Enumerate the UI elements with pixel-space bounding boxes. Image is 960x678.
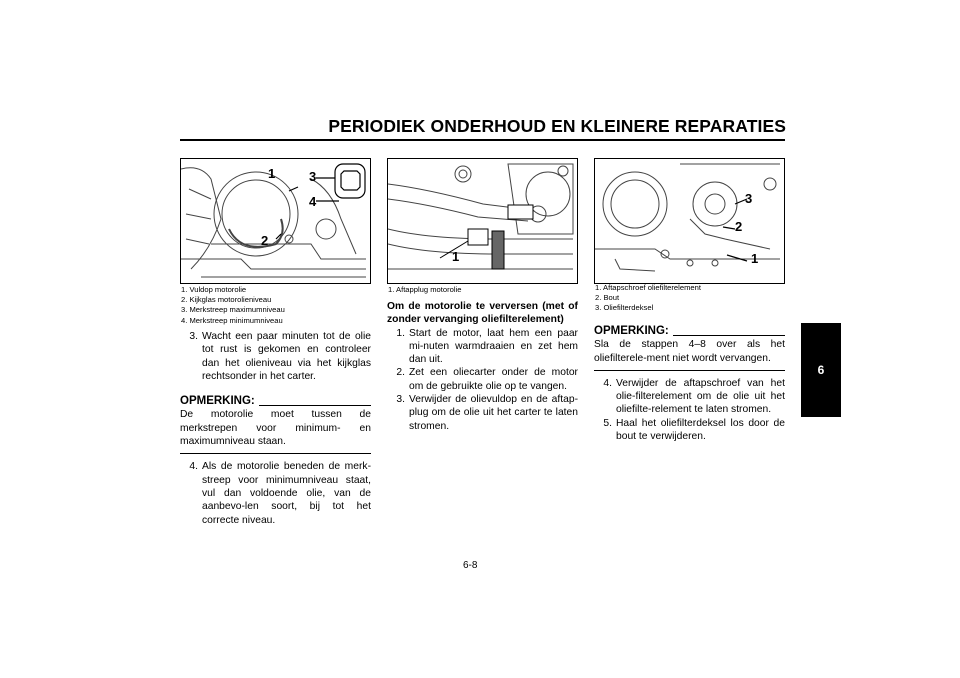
figure-oil-level <box>180 158 371 284</box>
step-number: 1. <box>396 327 405 339</box>
step-number: 3. <box>189 331 198 342</box>
figure2-legend <box>388 285 461 295</box>
step-text: Verwijder de aftapschroef van het olie-filterelement om de olie uit het oliefilte-relement te laten stromen. <box>616 377 785 416</box>
note-heading <box>594 325 785 338</box>
chapter-tab: 6 <box>801 323 841 417</box>
step-number: 4. <box>603 377 612 389</box>
figure1-legend <box>181 285 285 326</box>
engine-illustration-1 <box>181 159 370 283</box>
note-rule <box>673 335 785 336</box>
step-text: Haal het oliefilterdeksel los door de bout te verwijderen. <box>616 417 785 443</box>
step-5 <box>594 417 785 444</box>
title-rule <box>180 139 785 141</box>
step-number: 4. <box>189 461 198 473</box>
figure1-callout-1: 1 <box>268 166 276 181</box>
note-end-rule <box>180 453 371 454</box>
note-label: OPMERKING: <box>180 395 255 408</box>
figure3-callout-3: 3 <box>745 191 753 206</box>
step-text: Verwijder de olievuldop en de aftap-plug om de olie uit het carter te laten stromen. <box>409 394 578 432</box>
legend-item: 1. Aftapschroef oliefilterelement <box>595 283 701 292</box>
figure1-callout-2: 2 <box>261 233 269 248</box>
step-text: Als de motorolie beneden de merk-streep voor minimumniveau staat, vul dan voldoende olie, van de aanbevo-len soort, bij tot het correcte niveau. <box>202 461 371 526</box>
column-3 <box>594 325 785 443</box>
column-2 <box>387 300 578 433</box>
page-number: 6-8 <box>463 560 478 571</box>
note-label: OPMERKING: <box>594 325 669 337</box>
legend-item: 3. Oliefilterdeksel <box>595 303 654 313</box>
engine-illustration-3 <box>595 159 784 283</box>
legend-item: 1. Vuldop motorolie <box>181 285 247 294</box>
figure-drain-plug <box>387 158 578 284</box>
step-text: Wacht een paar minuten tot de olie tot rust is gekomen en controleer dan het olieniveau via het kijkglas rechtsonder in het carter. <box>202 331 371 382</box>
engine-illustration-2 <box>388 159 577 283</box>
step-number: 3. <box>396 394 405 406</box>
step-number: 5. <box>603 417 612 429</box>
note-rule <box>259 405 371 406</box>
page-title: PERIODIEK ONDERHOUD EN KLEINERE REPARATIES <box>328 116 786 136</box>
step-4 <box>594 377 785 417</box>
figure3-callout-1: 1 <box>751 251 759 266</box>
legend-item: 1. Aftapplug motorolie <box>388 285 462 294</box>
figure-oil-filter <box>594 158 785 284</box>
legend-item: 2. Kijkglas motorolieniveau <box>181 295 272 305</box>
note-text: Sla de stappen 4–8 over als het oliefilterele-ment niet wordt vervangen. <box>594 339 785 364</box>
legend-item: 2. Bout <box>595 293 620 303</box>
subheading: Om de motorolie te verversen (met of zonder vervanging oliefilterelement) <box>387 301 578 326</box>
step-text: Zet een oliecarter onder de motor om de gebruikte olie op te vangen. <box>409 367 578 392</box>
legend-item: 3. Merkstreep maximumniveau <box>181 305 285 315</box>
step-1 <box>387 327 578 367</box>
step-2 <box>387 366 578 393</box>
note-text: De motorolie moet tussen de merkstrepen voor minimum- en maximumniveau staan. <box>180 409 371 448</box>
figure3-callout-2: 2 <box>735 219 743 234</box>
step-text: Start de motor, laat hem een paar mi-nuten warmdraaien en zet hem dan uit. <box>409 327 578 366</box>
figure1-callout-4: 4 <box>309 194 317 209</box>
column-1 <box>180 330 371 527</box>
note-heading <box>180 395 371 408</box>
legend-item: 4. Merkstreep minimumniveau <box>181 315 283 325</box>
step-3 <box>180 330 371 383</box>
note-end-rule <box>594 370 785 371</box>
figure3-legend <box>595 283 701 314</box>
step-number: 2. <box>396 367 405 379</box>
step-3 <box>387 393 578 433</box>
figure2-callout-1: 1 <box>452 249 460 264</box>
figure1-callout-3: 3 <box>309 169 317 184</box>
step-4 <box>180 460 371 526</box>
